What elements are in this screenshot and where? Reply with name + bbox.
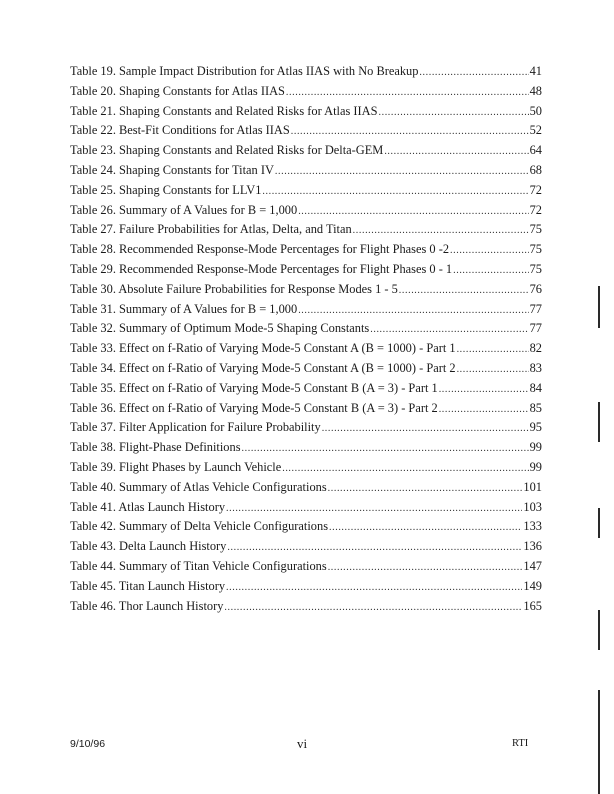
dot-leader <box>227 542 522 553</box>
toc-entry-title: Table 37. Filter Application for Failure Probability <box>70 420 321 435</box>
toc-entry-page: 147 <box>523 558 542 573</box>
toc-entry-page: 76 <box>529 281 542 296</box>
toc-entry[interactable] <box>70 579 542 599</box>
scan-edge-mark <box>598 402 600 442</box>
toc-entry-page: 48 <box>529 83 542 98</box>
dot-leader <box>298 305 528 316</box>
toc-entry-title: Table 38. Flight-Phase Definitions <box>70 440 241 455</box>
toc-entry-page: 95 <box>529 420 542 435</box>
toc-entry[interactable] <box>70 460 542 480</box>
toc-entry-page: 50 <box>529 103 542 118</box>
toc-entry-title: Table 43. Delta Launch History <box>70 539 227 554</box>
toc-entry-page: 99 <box>529 459 542 474</box>
toc-entry-page: 75 <box>529 261 542 276</box>
toc-entry-title: Table 22. Best-Fit Conditions for Atlas IIAS <box>70 123 290 138</box>
toc-entry-title: Table 46. Thor Launch History <box>70 598 224 613</box>
toc-entry[interactable] <box>70 519 542 539</box>
dot-leader <box>226 503 522 514</box>
toc-entry-title: Table 39. Flight Phases by Launch Vehicle <box>70 459 282 474</box>
footer-date: 9/10/96 <box>70 738 106 750</box>
toc-entry-page: 83 <box>529 360 542 375</box>
toc-entry-page: 72 <box>529 202 542 217</box>
toc-entry[interactable] <box>70 321 542 341</box>
dot-leader <box>353 225 529 236</box>
toc-entry-title: Table 33. Effect on f-Ratio of Varying Mode-5 Constant A (B = 1000) - Part 1 <box>70 341 456 356</box>
dot-leader <box>282 463 528 474</box>
dot-leader <box>242 443 529 454</box>
dot-leader <box>384 146 528 157</box>
toc-entry-page: 133 <box>523 519 542 534</box>
dot-leader <box>453 265 528 276</box>
dot-leader <box>328 562 523 573</box>
toc-entry-page: 99 <box>529 440 542 455</box>
toc-entry[interactable] <box>70 420 542 440</box>
toc-entry-page: 77 <box>529 301 542 316</box>
toc-entry-title: Table 41. Atlas Launch History <box>70 499 226 514</box>
toc-entry-page: 103 <box>523 499 542 514</box>
toc-entry[interactable] <box>70 539 542 559</box>
dot-leader <box>457 344 529 355</box>
scan-edge-mark <box>598 610 600 650</box>
toc-entry[interactable] <box>70 64 542 84</box>
dot-leader <box>329 522 522 533</box>
toc-entry[interactable] <box>70 361 542 381</box>
toc-entry-title: Table 28. Recommended Response-Mode Percentages for Flight Phases 0 -2 <box>70 242 450 257</box>
toc-entry[interactable] <box>70 242 542 262</box>
toc-entry[interactable] <box>70 500 542 520</box>
toc-entry-title: Table 25. Shaping Constants for LLV1 <box>70 182 262 197</box>
dot-leader <box>226 582 522 593</box>
toc-entry-title: Table 26. Summary of A Values for B = 1,000 <box>70 202 298 217</box>
toc-entry-title: Table 30. Absolute Failure Probabilities for Response Modes 1 - 5 <box>70 281 398 296</box>
dot-leader <box>275 166 529 177</box>
toc-entry-title: Table 31. Summary of A Values for B = 1,000 <box>70 301 298 316</box>
toc-entry[interactable] <box>70 381 542 401</box>
toc-entry[interactable] <box>70 599 542 619</box>
toc-entry[interactable] <box>70 282 542 302</box>
toc-entry-page: 165 <box>523 598 542 613</box>
toc-entry-page: 149 <box>523 578 542 593</box>
toc-entry-page: 85 <box>529 400 542 415</box>
toc-entry[interactable] <box>70 341 542 361</box>
toc-entry-title: Table 36. Effect on f-Ratio of Varying Mode-5 Constant B (A = 3) - Part 2 <box>70 400 438 415</box>
toc-entry[interactable] <box>70 440 542 460</box>
dot-leader <box>450 245 529 256</box>
toc-entry[interactable] <box>70 559 542 579</box>
toc-entry-page: 84 <box>529 380 542 395</box>
scan-edge-mark <box>598 286 600 328</box>
toc-entry[interactable] <box>70 143 542 163</box>
toc-entry-page: 75 <box>529 222 542 237</box>
toc-entry[interactable] <box>70 104 542 124</box>
dot-leader <box>379 107 529 118</box>
toc-entry[interactable] <box>70 163 542 183</box>
dot-leader <box>457 364 529 375</box>
dot-leader <box>224 602 522 613</box>
toc-entry-page: 136 <box>523 539 542 554</box>
toc-entry-title: Table 34. Effect on f-Ratio of Varying Mode-5 Constant A (B = 1000) - Part 2 <box>70 360 456 375</box>
toc-entry-title: Table 44. Summary of Titan Vehicle Configurations <box>70 558 327 573</box>
toc-entry[interactable] <box>70 401 542 421</box>
toc-entry-title: Table 19. Sample Impact Distribution for Atlas IIAS with No Breakup <box>70 64 419 78</box>
toc-entry-title: Table 42. Summary of Delta Vehicle Configurations <box>70 519 329 534</box>
toc-entry-page: 64 <box>529 143 542 158</box>
toc-entry-title: Table 24. Shaping Constants for Titan IV <box>70 162 274 177</box>
dot-leader <box>439 384 529 395</box>
toc-entry-title: Table 32. Summary of Optimum Mode-5 Shaping Constants <box>70 321 370 336</box>
toc-entry-title: Table 21. Shaping Constants and Related Risks for Atlas IIAS <box>70 103 378 118</box>
toc-entry[interactable] <box>70 183 542 203</box>
list-of-tables <box>70 64 542 618</box>
dot-leader <box>419 67 528 78</box>
toc-entry[interactable] <box>70 123 542 143</box>
toc-entry[interactable] <box>70 480 542 500</box>
toc-entry-page: 41 <box>529 64 542 78</box>
dot-leader <box>370 324 528 335</box>
toc-entry-title: Table 27. Failure Probabilities for Atlas, Delta, and Titan <box>70 222 352 237</box>
toc-entry-title: Table 45. Titan Launch History <box>70 578 226 593</box>
dot-leader <box>298 206 528 217</box>
toc-entry[interactable] <box>70 302 542 322</box>
toc-entry-page: 82 <box>529 341 542 356</box>
dot-leader <box>439 404 529 415</box>
toc-entry[interactable] <box>70 203 542 223</box>
toc-entry-page: 72 <box>529 182 542 197</box>
toc-entry-title: Table 20. Shaping Constants for Atlas IIAS <box>70 83 285 98</box>
toc-entry[interactable] <box>70 84 542 104</box>
toc-entry-page: 52 <box>529 123 542 138</box>
dot-leader <box>291 126 529 137</box>
dot-leader <box>262 186 528 197</box>
toc-entry[interactable] <box>70 262 542 282</box>
scan-edge-mark <box>598 508 600 538</box>
dot-leader <box>286 87 529 98</box>
dot-leader <box>328 483 523 494</box>
toc-entry-title: Table 29. Recommended Response-Mode Percentages for Flight Phases 0 - 1 <box>70 261 453 276</box>
scan-edge-mark <box>598 690 600 794</box>
dot-leader <box>322 423 529 434</box>
toc-entry-page: 101 <box>523 479 542 494</box>
toc-entry[interactable] <box>70 222 542 242</box>
toc-entry-page: 75 <box>529 242 542 257</box>
toc-entry-title: Table 35. Effect on f-Ratio of Varying Mode-5 Constant B (A = 3) - Part 1 <box>70 380 438 395</box>
dot-leader <box>399 285 529 296</box>
footer-organization: RTI <box>512 738 529 749</box>
toc-entry-page: 68 <box>529 162 542 177</box>
footer-page-number: vi <box>297 736 308 751</box>
toc-entry-title: Table 23. Shaping Constants and Related Risks for Delta-GEM <box>70 143 384 158</box>
toc-entry-page: 77 <box>529 321 542 336</box>
toc-entry-title: Table 40. Summary of Atlas Vehicle Configurations <box>70 479 327 494</box>
